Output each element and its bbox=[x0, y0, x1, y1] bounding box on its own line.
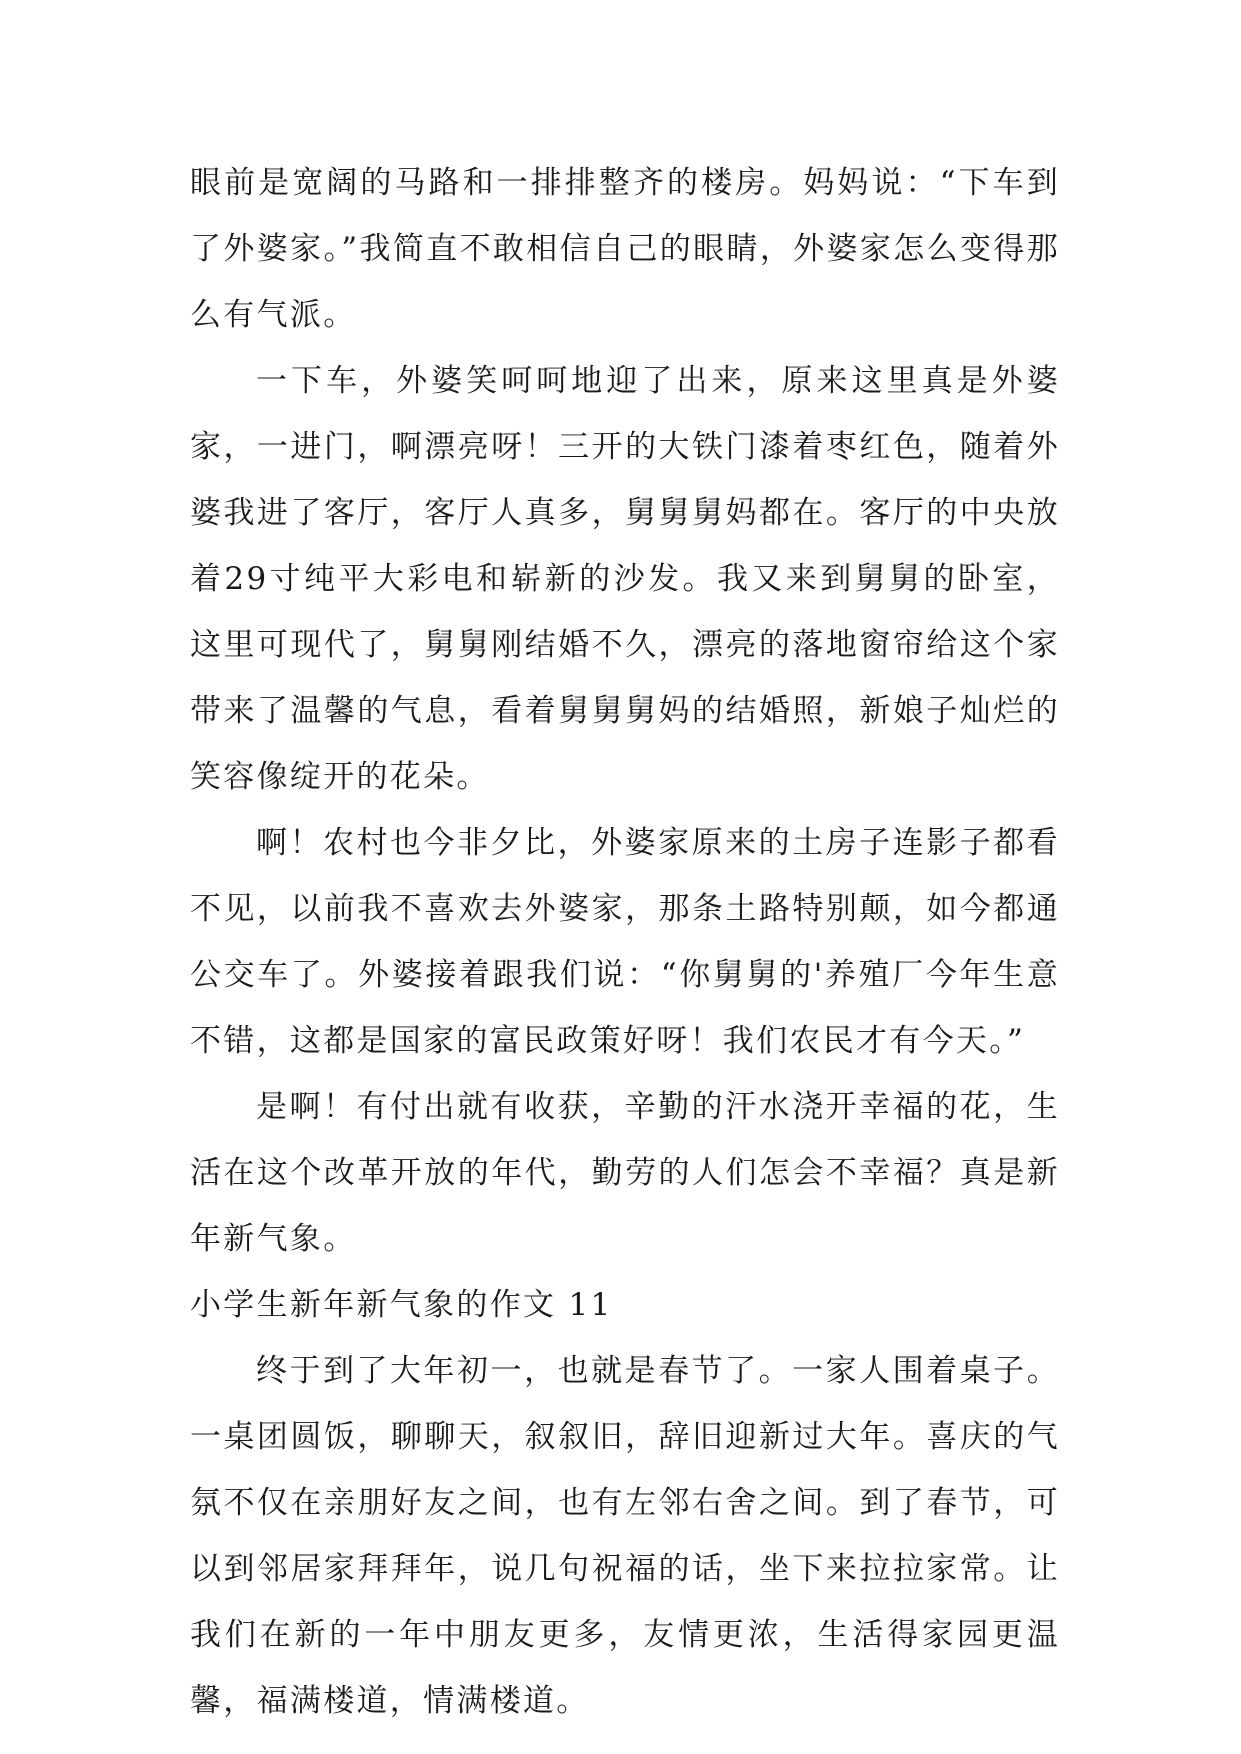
section-heading: 小学生新年新气象的作文 11 bbox=[190, 1287, 613, 1323]
paragraph-village-change: 啊！农村也今非夕比，外婆家原来的土房子连影子都看不见，以前我不喜欢去外婆家，那条土路特别颠，如今都通公交车了。外婆接着跟我们说：“你舅舅的'养殖厂今年生意不错，这都是国家的富民政策好呀！我们农民才有今天。” bbox=[190, 825, 1060, 1059]
paragraph-spring-festival: 终于到了大年初一，也就是春节了。一家人围着桌子。一桌团圆饭，聊聊天，叙叙旧，辞旧迎新过大年。喜庆的气氛不仅在亲朋好友之间，也有左邻右舍之间。到了春节，可以到邻居家拜拜年，说几句祝福的话，坐下来拉拉家常。让我们在新的一年中朋友更多，友情更浓，生活得家园更温馨，福满楼道，情满楼道。 bbox=[190, 1353, 1060, 1719]
paragraph-grandma-house: 一下车，外婆笑呵呵地迎了出来，原来这里真是外婆家，一进门，啊漂亮呀！三开的大铁门漆着枣红色，随着外婆我进了客厅，客厅人真多，舅舅舅妈都在。客厅的中央放着29寸纯平大彩电和崭新的沙发。我又来到舅舅的卧室，这里可现代了，舅舅刚结婚不久，漂亮的落地窗帘给这个家带来了温馨的气息，看着舅舅舅妈的结婚照，新娘子灿烂的笑容像绽开的花朵。 bbox=[190, 363, 1060, 795]
paragraph-conclusion: 是啊！有付出就有收获，辛勤的汗水浇开幸福的花，生活在这个改革开放的年代，勤劳的人们怎会不幸福？真是新年新气象。 bbox=[190, 1089, 1060, 1257]
paragraph-arrival: 眼前是宽阔的马路和一排排整齐的楼房。妈妈说：“下车到了外婆家。”我简直不敢相信自己的眼睛，外婆家怎么变得那么有气派。 bbox=[190, 165, 1060, 333]
document-body bbox=[190, 150, 1060, 1734]
